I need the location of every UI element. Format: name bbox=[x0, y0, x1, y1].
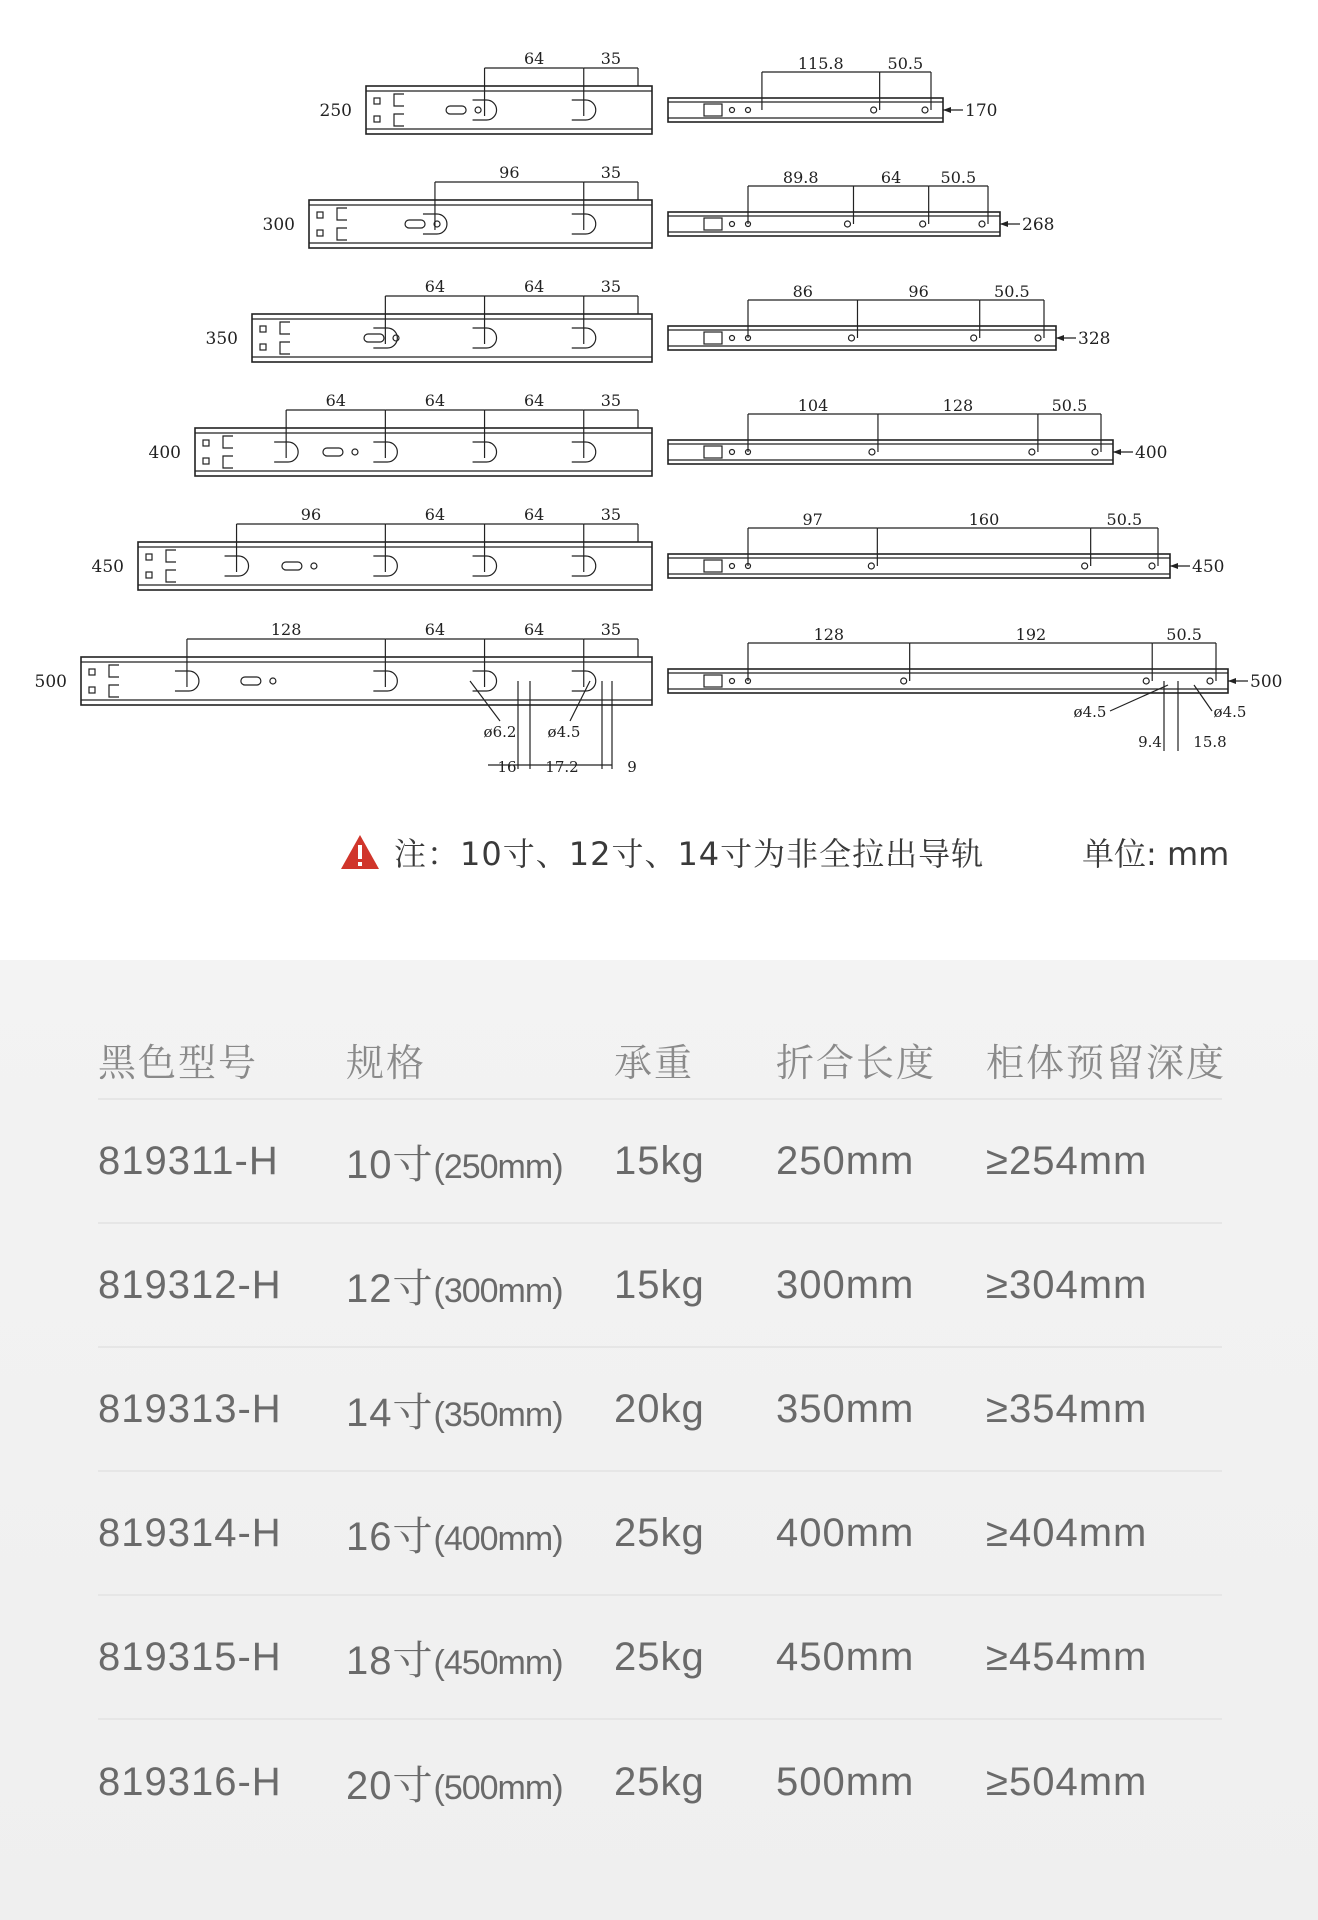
dim-label: 50.5 bbox=[887, 54, 924, 73]
rail-size-label: 300 bbox=[262, 215, 295, 235]
table-row bbox=[98, 1348, 1222, 1472]
dim-label: 50.5 bbox=[1051, 396, 1088, 415]
dim-label: 64 bbox=[424, 505, 446, 524]
right-round-hole bbox=[730, 564, 735, 569]
hole-dia-label: ø4.5 bbox=[547, 723, 581, 741]
slot-hole bbox=[405, 220, 425, 228]
square-hole bbox=[203, 440, 209, 446]
square-hole bbox=[374, 98, 380, 104]
right-round-hole bbox=[1035, 335, 1041, 341]
spec-size: 12寸 bbox=[346, 1266, 434, 1311]
depth-cell: ≥404mm bbox=[986, 1510, 1148, 1555]
right-round-hole bbox=[901, 678, 907, 684]
table-row bbox=[98, 1720, 1222, 1844]
dim-label: 96 bbox=[908, 282, 929, 301]
dim-label: 64 bbox=[880, 168, 902, 187]
load-cell: 20kg bbox=[614, 1386, 705, 1431]
spec-cell bbox=[346, 1629, 614, 1686]
detail-dim-label: 9.4 bbox=[1138, 733, 1162, 751]
slot-hole bbox=[241, 677, 261, 685]
square-hole bbox=[317, 230, 323, 236]
dim-label: 35 bbox=[600, 620, 622, 639]
right-square-hole bbox=[704, 218, 722, 230]
spec-mm: (450mm) bbox=[433, 1643, 563, 1682]
right-square-hole bbox=[704, 560, 722, 572]
right-round-hole bbox=[730, 108, 735, 113]
load-cell: 25kg bbox=[614, 1634, 705, 1679]
table-row bbox=[98, 1100, 1222, 1224]
load-cell: 25kg bbox=[614, 1759, 705, 1804]
dim-label: 50.5 bbox=[940, 168, 977, 187]
model-cell: 819316-H bbox=[98, 1759, 282, 1804]
rail-end-label: 328 bbox=[1078, 329, 1111, 349]
round-hole bbox=[311, 563, 317, 569]
header-depth: 柜体预留深度 bbox=[986, 1040, 1227, 1085]
square-hole bbox=[374, 116, 380, 122]
square-hole bbox=[89, 669, 95, 675]
square-hole bbox=[89, 687, 95, 693]
right-round-hole bbox=[1082, 563, 1088, 569]
model-cell: 819312-H bbox=[98, 1262, 282, 1307]
right-round-hole bbox=[1149, 563, 1155, 569]
dim-label: 64 bbox=[424, 620, 446, 639]
depth-cell: ≥304mm bbox=[986, 1262, 1148, 1307]
spec-mm: (250mm) bbox=[433, 1147, 563, 1186]
load-cell: 15kg bbox=[614, 1262, 705, 1307]
model-cell: 819313-H bbox=[98, 1386, 282, 1431]
spec-mm: (350mm) bbox=[433, 1395, 563, 1434]
rail-size-label: 450 bbox=[91, 557, 124, 577]
end-arrow bbox=[1056, 335, 1064, 341]
rail-size-label: 500 bbox=[34, 672, 67, 692]
spec-size: 16寸 bbox=[346, 1514, 434, 1559]
dim-label: 97 bbox=[802, 510, 823, 529]
spec-cell bbox=[346, 1754, 614, 1811]
length-cell: 500mm bbox=[776, 1759, 915, 1804]
rail-size-label: 400 bbox=[148, 443, 181, 463]
left-rail bbox=[81, 657, 652, 705]
detail-dim-label: 9 bbox=[627, 758, 637, 776]
spec-mm: (300mm) bbox=[433, 1271, 563, 1310]
round-hole bbox=[270, 678, 276, 684]
bracket-mark bbox=[109, 665, 119, 697]
spec-size: 18寸 bbox=[346, 1638, 434, 1683]
end-arrow bbox=[1170, 563, 1178, 569]
square-hole bbox=[203, 458, 209, 464]
depth-cell: ≥354mm bbox=[986, 1386, 1148, 1431]
dim-label: 160 bbox=[968, 510, 1000, 529]
bracket-mark bbox=[223, 436, 233, 468]
rail-end-label: 268 bbox=[1022, 215, 1055, 235]
table-row bbox=[98, 1224, 1222, 1348]
right-square-hole bbox=[704, 446, 722, 458]
bracket-mark bbox=[394, 94, 404, 126]
slot-hole bbox=[364, 334, 384, 342]
dim-label: 104 bbox=[797, 396, 829, 415]
spec-size: 14寸 bbox=[346, 1390, 434, 1435]
square-hole bbox=[146, 554, 152, 560]
right-round-hole bbox=[1143, 678, 1149, 684]
left-rail bbox=[252, 314, 652, 362]
round-hole bbox=[393, 335, 399, 341]
detail-dim-label: 17.2 bbox=[545, 758, 579, 776]
dim-label: 50.5 bbox=[1106, 510, 1143, 529]
spec-table bbox=[98, 960, 1227, 1844]
dim-label: 50.5 bbox=[1166, 625, 1202, 644]
right-round-hole bbox=[844, 221, 850, 227]
dim-label: 64 bbox=[325, 391, 346, 410]
unit-label: 单位: mm bbox=[1082, 835, 1230, 873]
spec-section bbox=[0, 960, 1318, 1920]
end-arrow bbox=[1228, 678, 1236, 684]
dim-label: 64 bbox=[424, 277, 446, 296]
right-square-hole bbox=[704, 675, 722, 687]
length-cell: 350mm bbox=[776, 1386, 915, 1431]
dim-label: 96 bbox=[300, 505, 322, 524]
rail-end-label: 170 bbox=[965, 101, 998, 121]
dim-label: 86 bbox=[792, 282, 813, 301]
dim-label: 96 bbox=[499, 163, 520, 182]
dim-label: 192 bbox=[1015, 625, 1047, 644]
rail-size-label: 350 bbox=[205, 329, 238, 349]
bracket-mark bbox=[166, 550, 176, 582]
end-arrow bbox=[943, 107, 951, 113]
spec-mm: (500mm) bbox=[433, 1768, 563, 1807]
depth-cell: ≥454mm bbox=[986, 1634, 1148, 1679]
right-round-hole bbox=[868, 563, 874, 569]
note-text: 注：10寸、12寸、14寸为非全拉出导轨 bbox=[394, 835, 985, 873]
rail-drawings bbox=[0, 0, 1318, 800]
detail-dim-label: 15.8 bbox=[1193, 733, 1227, 751]
left-rail bbox=[309, 200, 652, 248]
spec-cell bbox=[346, 1505, 614, 1562]
right-round-hole bbox=[746, 108, 751, 113]
table-row bbox=[98, 1472, 1222, 1596]
left-rail bbox=[366, 86, 652, 134]
length-cell: 450mm bbox=[776, 1634, 915, 1679]
bracket-mark bbox=[280, 322, 290, 354]
hole-dia-label: ø6.2 bbox=[483, 723, 517, 741]
end-arrow bbox=[1113, 449, 1121, 455]
length-cell: 250mm bbox=[776, 1138, 915, 1183]
rail-size-label: 250 bbox=[319, 101, 352, 121]
right-round-hole bbox=[848, 335, 854, 341]
dim-label: 64 bbox=[523, 277, 545, 296]
hole-dia-label: ø4.5 bbox=[1213, 703, 1247, 721]
dim-label: 35 bbox=[600, 391, 622, 410]
dim-label: 64 bbox=[523, 505, 545, 524]
square-hole bbox=[317, 212, 323, 218]
dim-label: 64 bbox=[424, 391, 446, 410]
rail-end-label: 400 bbox=[1135, 443, 1168, 463]
warning-note bbox=[340, 822, 984, 882]
dim-label: 35 bbox=[600, 49, 622, 68]
dim-label: 128 bbox=[270, 620, 302, 639]
dim-label: 89.8 bbox=[782, 168, 819, 187]
bracket-mark bbox=[337, 208, 347, 240]
detail-dim-label: 16 bbox=[497, 758, 517, 776]
right-round-hole bbox=[869, 449, 875, 455]
depth-cell: ≥254mm bbox=[986, 1138, 1148, 1183]
dim-label: 115.8 bbox=[797, 54, 844, 73]
round-hole bbox=[475, 107, 481, 113]
spec-cell bbox=[346, 1381, 614, 1438]
slot-hole bbox=[282, 562, 302, 570]
right-square-hole bbox=[704, 104, 722, 116]
model-cell: 819314-H bbox=[98, 1510, 282, 1555]
right-round-hole bbox=[1092, 449, 1098, 455]
right-round-hole bbox=[971, 335, 977, 341]
right-round-hole bbox=[1207, 678, 1213, 684]
leader-line bbox=[570, 681, 590, 721]
dim-label: 50.5 bbox=[994, 282, 1030, 301]
header-length: 折合长度 bbox=[776, 1040, 937, 1085]
right-round-hole bbox=[1029, 449, 1035, 455]
dim-label: 128 bbox=[942, 396, 974, 415]
dim-label: 35 bbox=[600, 277, 622, 296]
dim-label: 64 bbox=[523, 391, 545, 410]
slot-hole bbox=[446, 106, 466, 114]
model-cell: 819315-H bbox=[98, 1634, 282, 1679]
length-cell: 400mm bbox=[776, 1510, 915, 1555]
round-hole bbox=[352, 449, 358, 455]
square-hole bbox=[260, 344, 266, 350]
load-cell: 25kg bbox=[614, 1510, 705, 1555]
load-cell: 15kg bbox=[614, 1138, 705, 1183]
right-round-hole bbox=[730, 336, 735, 341]
dim-label: 35 bbox=[600, 163, 622, 182]
table-header bbox=[98, 960, 1227, 1100]
header-spec: 规格 bbox=[346, 1040, 427, 1085]
header-model: 黑色型号 bbox=[98, 1040, 259, 1085]
spec-cell bbox=[346, 1257, 614, 1314]
table-row bbox=[98, 1596, 1222, 1720]
right-round-hole bbox=[922, 107, 928, 113]
square-hole bbox=[146, 572, 152, 578]
warning-triangle-icon bbox=[340, 834, 380, 870]
right-round-hole bbox=[730, 222, 735, 227]
dim-label: 64 bbox=[523, 49, 545, 68]
header-load: 承重 bbox=[614, 1040, 695, 1085]
depth-cell: ≥504mm bbox=[986, 1759, 1148, 1804]
hole-dia-label: ø4.5 bbox=[1073, 703, 1107, 721]
dim-label: 64 bbox=[523, 620, 545, 639]
end-arrow bbox=[1000, 221, 1008, 227]
model-cell: 819311-H bbox=[98, 1138, 279, 1183]
spec-size: 10寸 bbox=[346, 1142, 434, 1187]
left-rail bbox=[138, 542, 652, 590]
rail-end-label: 500 bbox=[1250, 672, 1283, 692]
right-round-hole bbox=[920, 221, 926, 227]
spec-cell bbox=[346, 1133, 614, 1190]
right-round-hole bbox=[730, 450, 735, 455]
spec-mm: (400mm) bbox=[433, 1519, 563, 1558]
right-round-hole bbox=[730, 679, 735, 684]
length-cell: 300mm bbox=[776, 1262, 915, 1307]
slot-hole bbox=[323, 448, 343, 456]
square-hole bbox=[260, 326, 266, 332]
rail-end-label: 450 bbox=[1192, 557, 1225, 577]
dim-label: 35 bbox=[600, 505, 622, 524]
right-round-hole bbox=[979, 221, 985, 227]
dim-label: 128 bbox=[813, 625, 845, 644]
right-square-hole bbox=[704, 332, 722, 344]
right-round-hole bbox=[871, 107, 877, 113]
spec-size: 20寸 bbox=[346, 1763, 434, 1808]
